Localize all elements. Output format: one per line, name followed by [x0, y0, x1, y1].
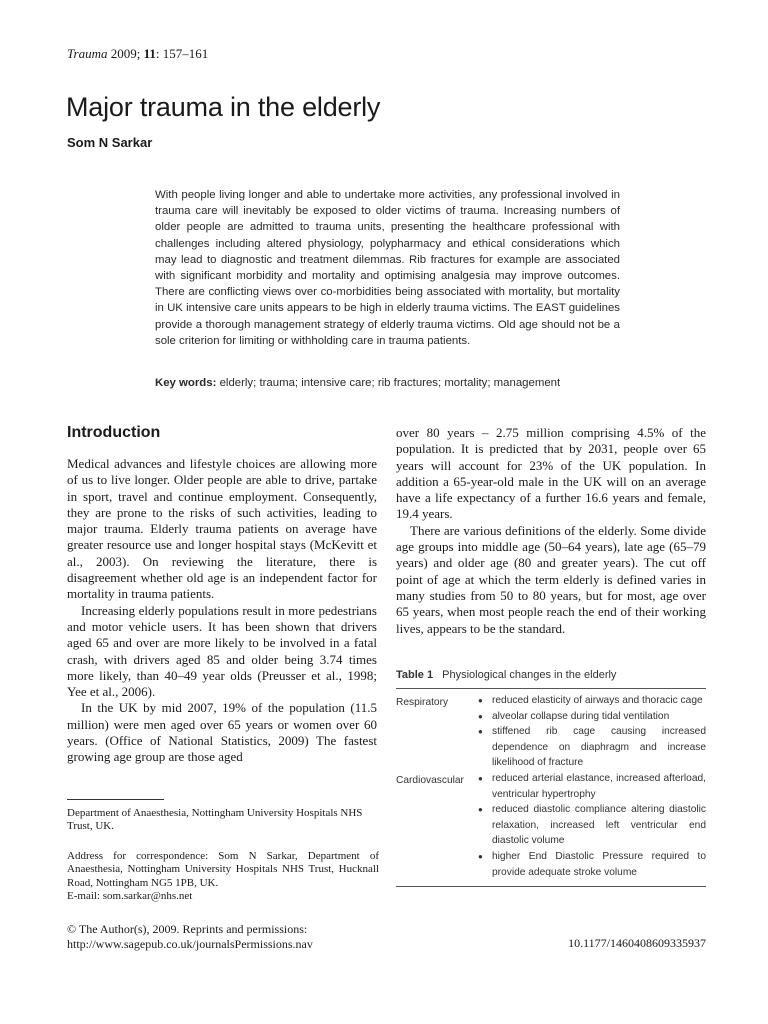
journal-pages: : 157–161 [155, 46, 209, 61]
footnote-divider [67, 799, 164, 800]
bullet-item: ● higher End Diastolic Pressure required to provide adequate stroke volume [478, 849, 706, 880]
right-column [396, 425, 706, 637]
copyright-text: © The Author(s), 2009. Reprints and permissions: [67, 922, 308, 936]
table-caption-text: Physiological changes in the elderly [442, 669, 617, 681]
table-caption [396, 669, 706, 681]
copyright-notice [67, 922, 313, 952]
table-row [396, 693, 706, 771]
doi: 10.1177/1460408609335937 [568, 936, 706, 950]
row-category: Cardiovascular [396, 774, 464, 786]
table-physiological-changes [396, 669, 706, 887]
keywords [155, 377, 560, 389]
journal-volume: 11 [143, 46, 156, 61]
correspondence-email: E-mail: som.sarkar@nhs.net [67, 890, 193, 903]
bullet-item: ● reduced elasticity of airways and thoracic cage [478, 693, 706, 709]
journal-name: Trauma [67, 46, 108, 61]
bullet-item: ● stiffened rib cage causing increased dependence on diaphragm and increase likelihood of fracture [478, 724, 706, 771]
row-category: Respiratory [396, 697, 449, 708]
row-items [478, 771, 706, 880]
abstract: With people living longer and able to undertake more activities, any professional involved in trauma care will inevitably be exposed to older victims of trauma. Increasing numbers of older people are admitted to trauma units, presenting the healthcare professional with challenges including altered physiology, polypharmacy and ethical considerations which may lead to diagnostic and treatment dilemmas. Rib fractures for example are associated with significant morbidity and mortality and optimising analgesia may improve outcomes. There are conflicting views over co-morbidities being associated with mortality, but mortality in UK intensive care units appears to be high in elderly trauma victims. The EAST guidelines provide a thorough management strategy of elderly trauma victims. Old age should not be a sole criterion for limiting or withholding care in trauma patients. [155, 189, 620, 347]
bullet-item: ● reduced arterial elastance, increased afterload, ventricular hypertrophy [478, 771, 706, 802]
section-heading-introduction: Introduction [67, 424, 161, 441]
paragraph: In the UK by mid 2007, 19% of the population (11.5 million) were men aged over 65 years or women over 60 years. (Office of National Statistics, 2009) The fastest growing age group are those aged [67, 700, 377, 765]
permissions-link[interactable]: http://www.sagepub.co.uk/journalsPermissions.nav [67, 937, 313, 951]
table-label: Table 1 [396, 669, 434, 681]
journal-year: 2009; [110, 46, 141, 61]
paragraph: Medical advances and lifestyle choices are allowing more of us to live longer. Older people are able to drive, partake in sport, travel and continue employment. Consequently, they are prone to the risks of such activities, leading to major trauma. Elderly trauma patients on average have greater resource use and longer hospital stays (McKevitt et al., 2003). On reviewing the literature, there is disagreement whether old age is an independent factor for mortality in trauma patients. [67, 456, 377, 602]
affiliation-note: Department of Anaesthesia, Nottingham University Hospitals NHS Trust, UK. [67, 807, 363, 833]
journal-citation [67, 46, 208, 62]
left-column [67, 424, 377, 766]
keywords-list: elderly; trauma; intensive care; rib fractures; mortality; management [219, 377, 561, 389]
bullet-item: ● reduced diastolic compliance altering diastolic relaxation, increased left ventricular end diastolic volume [478, 802, 706, 849]
correspondence-address: Address for correspondence: Som N Sarkar, Department of Anaesthesia, Nottingham University Hospitals NHS Trust, Hucknall Road, Nottingham NG5 1PB, UK. [67, 850, 379, 889]
table-row [396, 771, 706, 880]
correspondence-note [67, 850, 379, 904]
keywords-label: Key words: [155, 377, 217, 389]
paragraph: over 80 years – 2.75 million comprising 4.5% of the population. It is predicted that by 2031, people over 65 years will account for 23% of the UK population. In addition a 65-year-old male in the UK will on an average have a life expectancy of a further 16.6 years and female, 19.4 years. [396, 425, 706, 522]
article-title: Major trauma in the elderly [66, 92, 381, 122]
paragraph: Increasing elderly populations result in more pedestrians and motor vehicle users. It has been shown that drivers aged 65 and over are more likely to be involved in a fatal crash, with drivers aged 85 and older being 3.74 times more likely, than 40–49 year olds (Preusser et al., 1998; Yee et al., 2006). [67, 602, 377, 700]
table-bottom-rule [396, 886, 706, 887]
row-items [478, 693, 706, 771]
article-author: Som N Sarkar [67, 135, 153, 150]
paragraph: There are various definitions of the elderly. Some divide age groups into middle age (50–64 years), late age (65–79 years) and older age (80 and greater years). The cut off point of age at which the term elderly is defined varies in many studies from 50 to 80 years, but for most, age over 65 years, when most people reach the end of their working lives, appears to be the standard. [396, 522, 706, 636]
bullet-item: ● alveolar collapse during tidal ventilation [478, 709, 706, 725]
